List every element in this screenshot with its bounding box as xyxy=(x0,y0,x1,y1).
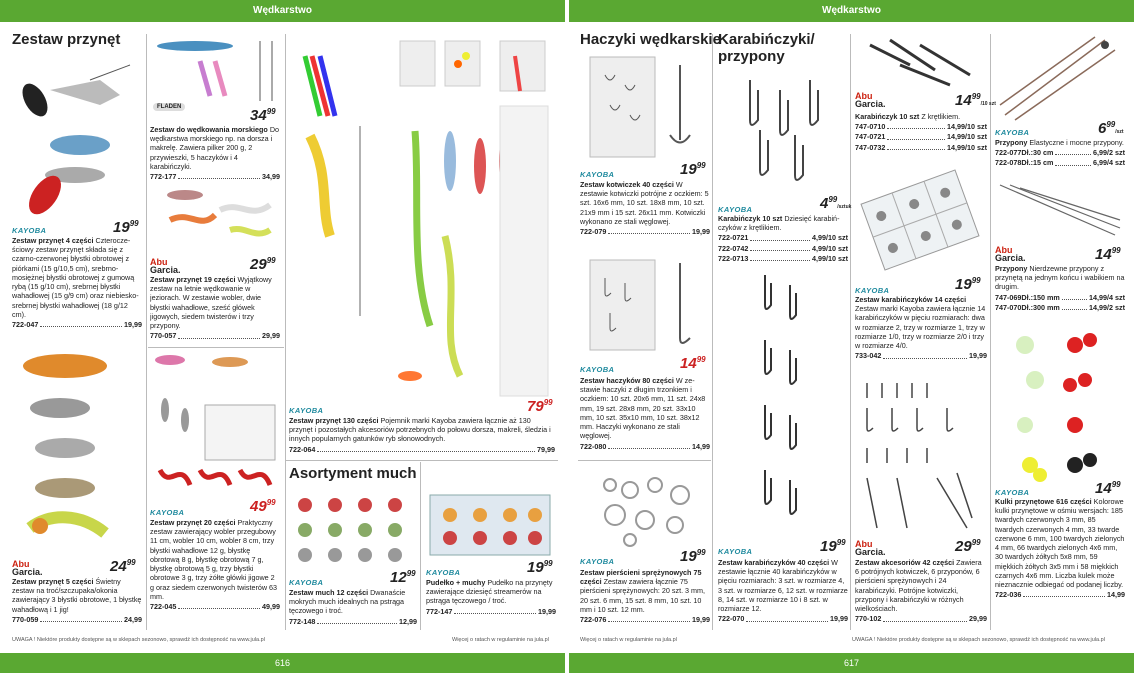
lures-19-image xyxy=(160,185,280,255)
abu-garcia-logo: Abu Garcia. xyxy=(855,91,886,110)
product-722-036: Kulki przynętowe 616 części Kolorowe kulki przynętowe w ośmiu wersjach: 185 twardych czerwonych 3 mm, 85 twardych czerwonych 4 mm, 33 twarde czerwone 6 mm, 100 twardych zielonych 4 mm, 66 twardych zielonych 4x6 mm, 30 twardych żółtych 5x8 mm, 59 miękkich żółtych 3x5 mm i 58 miękkich czarnych 4x6 mm. Liczba kulek może nieznacznie odbiegać od podanej liczby. 722-036 14,99 xyxy=(995,497,1125,600)
installment-note: Więcej o ratach w regulaminie na jula.pl xyxy=(452,637,549,643)
abu-garcia-logo: Abu Garcia. xyxy=(150,257,181,276)
product-770-057: Zestaw przynęt 19 części Wyjątkowy zestaw na letnie wędkowanie w jeziorach. W zestawie wobler, dwie błystki wahadłowe, sześć główek jigowych, siedem twisterów i trzy przypony. 770-057 29,99 xyxy=(150,275,280,341)
kayoba-logo: KAYOBA xyxy=(12,226,47,235)
leaders-image xyxy=(995,35,1125,125)
product-722-072: Karabińczyk 10 szt Dziesięć karabińczyków z krętlikiem. 722-072 1 4,99/10 szt 722-074 2 4,99/10 szt 722-071 3 4,99/10 szt xyxy=(718,214,848,263)
price-722-076: $19^{99}$ xyxy=(680,548,706,565)
installment-note: Więcej o ratach w regulaminie na jula.pl xyxy=(580,637,677,643)
product-772-148: Zestaw much 12 części Dwanaście mokrych much idealnych na pstrąga tęczowego i troć. 772-148 12,99 xyxy=(289,588,417,626)
price-722-045: $49^{99}$ xyxy=(250,498,276,515)
treble-hooks-box-image xyxy=(585,55,710,165)
section-title-flies: Asortyment much xyxy=(289,465,417,482)
fladen-logo: FLADEN xyxy=(153,103,185,111)
product-722-076: Zestaw pierścieni sprężynowych 75 części Zestaw zawiera łącznie 75 pierścieni sprężynowych: 20 szt. 3 mm, 20 szt. 6 mm, 15 szt. 8 mm, 10 szt. 10 mm i 10 szt. 12 mm. 722-076 19,99 xyxy=(580,568,710,625)
split-rings-image xyxy=(590,470,700,550)
kayoba-logo: KAYOBA xyxy=(426,568,461,577)
flies-12-image xyxy=(290,490,418,570)
sea-fishing-kit-image xyxy=(150,36,282,106)
page-header-right xyxy=(569,0,1134,22)
section-title-hooks: Haczyki wędkarskie xyxy=(580,31,721,48)
lures-4-image xyxy=(10,60,140,220)
product-747-071: Karabińczyk 10 szt Z krętlikiem. 747-071 0 14,99/10 szt 747-072 1 14,99/10 szt 747-073 2 14,99/10 szt xyxy=(855,112,987,152)
kayoba-logo: KAYOBA xyxy=(580,170,615,179)
abu-garcia-logo: Abu Garcia. xyxy=(855,539,886,558)
price-722-047: $19^{99}$ xyxy=(113,219,139,236)
price-722-036: $14^{99}$ xyxy=(1095,480,1121,497)
lures-20-image xyxy=(150,350,282,500)
kayoba-logo: KAYOBA xyxy=(718,547,753,556)
product-733-042: Zestaw karabińczyków 14 części Zestaw marki Kayoba zawiera łącznie 14 karabińczyków w pięciu rozmiarach: dwa w rozmiarze 2, trzy w rozmiarze 1, trzy w rozmiarze 1/0, trzy w rozmiarze 2/0 i trzy w rozmiarze 4/0. 733-042 19,99 xyxy=(855,295,987,361)
product-770-102: Zestaw akcesoriów 42 części Zawiera 6 potrójnych kotwiczek, 6 przyponów, 6 pierścieni sprężynowych i 24 karabińczyki. Potrójne kotwiczki, przypony i karabińczyki w różnych wielkościach. 770-102 29,99 xyxy=(855,558,987,624)
page-number: 617 xyxy=(843,658,860,668)
price-722-072: $4^{99}$/sztuk xyxy=(820,195,852,212)
price-747-071: $14^{99}/10$ szt xyxy=(955,92,996,109)
kayoba-logo: KAYOBA xyxy=(855,286,890,295)
price-722-079: $19^{99}$ xyxy=(680,161,706,178)
section-title-snaps: Karabińczyki/ przypony xyxy=(718,31,815,65)
price-747-069: $14^{99}$ xyxy=(1095,246,1121,263)
kayoba-logo: KAYOBA xyxy=(580,365,615,374)
kayoba-logo: KAYOBA xyxy=(995,128,1030,137)
product-772-177: Zestaw do wędkowania morskiego Do wędkarstwa morskiego np. na dorsza i makrelę. Zawiera pilker 200 g, 2 przywieszki, 5 haczyków i 4 karabińczyki. 772-177 34,99 xyxy=(150,125,280,182)
snaps-14-box-image xyxy=(855,155,985,285)
lures-5-image xyxy=(10,348,140,553)
price-722-070: $19^{99}$ xyxy=(820,538,846,555)
page-header-left xyxy=(0,0,565,22)
section-title-lures: Zestaw przynęt xyxy=(12,31,121,48)
price-722-077: $6^{99}$/szt xyxy=(1098,120,1124,137)
product-722-070: Zestaw karabińczyków 40 części W zestawie łącznie 40 karabińczyków w pięciu rozmiarach: 3 szt. w rozmiarze 4, 3 szt. w rozmiarze 6, 12 szt. w rozmiarze 8, 14 szt. w rozmiarze 10 i 8 szt. w rozmiarze 12. 722-070 19,99 xyxy=(718,558,848,624)
product-722-047: Zestaw przynęt 4 części Czterocześciowy zestaw przynęt składa się z czarno-czerwonej błystki obrotowej z piórkami (15 g/10,5 cm), srebrno-mosiężnej błystki obrotowej z gumową rybą (15 g/10 cm), srebrnej błystki wahadłowej (15 g/9 cm) oraz niebiesko-srebrnej błystki wahadłowej (18 g/12 cm). 722-047 19,99 xyxy=(12,236,142,329)
price-772-148: $12^{99}$ xyxy=(390,569,416,586)
sea-lures-130-image xyxy=(290,36,555,401)
price-770-057: $29^{99}$ xyxy=(250,256,276,273)
beads-image xyxy=(1005,325,1125,485)
product-772-147: Pudełko + muchy Pudełko na przynęty zawierające dziesięć streamerów na pstrąga tęczowego / troć. 772-147 19,99 xyxy=(426,578,556,616)
price-770-102: $29^{99}$ xyxy=(955,538,981,555)
accessories-42-image xyxy=(857,378,985,533)
fly-box-image xyxy=(425,490,555,562)
abu-garcia-logo: Abu Garcia. xyxy=(12,559,43,578)
price-722-064: $79^{99}$ xyxy=(527,398,553,415)
price-772-147: $19^{99}$ xyxy=(527,559,553,576)
kayoba-logo: KAYOBA xyxy=(718,205,753,214)
kayoba-logo: KAYOBA xyxy=(289,578,324,587)
kayoba-logo: KAYOBA xyxy=(580,557,615,566)
price-722-080: $14^{99}$ xyxy=(680,355,706,372)
snaps-swivel-image xyxy=(860,35,985,90)
product-722-079: Zestaw kotwiczek 40 części W zestawie kotwiczki potrójne z oczkiem: 5 szt. 16x6 mm, 10 szt. 18x8 mm, 10 szt. 21x9 mm i 15 szt. 26x11 mm. Kotwiczki wykonano ze stali węglowej. 722-079 19,99 xyxy=(580,180,710,237)
availability-note: UWAGA ! Niektóre produkty dostępne są w sklepach sezonowo, sprawdź ich dostępność na www.jula.pl xyxy=(852,637,1105,643)
page-footer-right xyxy=(569,653,1134,673)
kayoba-logo: KAYOBA xyxy=(150,508,185,517)
header-title: Wędkarstwo xyxy=(253,5,312,16)
product-722-077: Przypony Elastyczne i mocne przypony. 722-077 Dł.:30 cm 6,99/2 szt 722-078 Dł.:15 cm 6,99/4 szt xyxy=(995,138,1125,168)
hooks-box-image xyxy=(585,258,710,358)
price-772-177: $34^{99}$ xyxy=(250,107,276,124)
steel-leaders-image xyxy=(995,180,1125,245)
page-number: 616 xyxy=(274,658,291,668)
product-722-080: Zestaw haczyków 80 części W zestawie haczyki z długim trzonkiem i oczkiem: 10 szt. 20x6 mm, 11 szt. 24x8 mm, 19 szt. 28x8 mm, 20 szt. 33x10 mm, 10 szt. 35x10 mm, 10 szt. 38x12 mm. Haczyki wykonano ze stali węglowej. 722-080 14,99 xyxy=(580,376,710,451)
snaps-40-image xyxy=(745,270,815,540)
header-title: Wędkarstwo xyxy=(822,5,881,16)
product-722-045: Zestaw przynęt 20 części Praktyczny zestaw zawierający wobler przegubowy 11 cm, wobler 10 cm, wobler 8 cm, trzy błystki wahadłowe 12 g, błystkę obrotową 8 g, błystkę obrotową 7 g, błystkę obrotową 5 g, trzy błystki obrotowe 3 g, trzy żółte główki jigowe 2 g oraz siedem czerwonych twisterów 63 mm. 722-045 49,99 xyxy=(150,518,280,611)
page-footer-left xyxy=(0,653,565,673)
product-747-069: Przypony Nierdzewne przypony z przynętą na jednym końcu i wabikiem na drugim. 747-069 Dł.:150 mm 14,99/4 szt 747-070 Dł.:300 mm 14,99/2 szt xyxy=(995,264,1125,312)
price-733-042: $19^{99}$ xyxy=(955,276,981,293)
product-722-064: Zestaw przynęt 130 części Pojemnik marki Kayoba zawiera łącznie aż 130 przynęt i pozostałych akcesoriów potrzebnych do połowu dorsza, makreli, śledzia i innych popularnych gatunków ryb słonowodnych. 722-064 79,99 xyxy=(289,416,555,454)
availability-note: UWAGA ! Niektóre produkty dostępne są w sklepach sezonowo, sprawdź ich dostępność na www.jula.pl xyxy=(12,637,265,643)
product-770-059: Zestaw przynęt 5 części Świetny zestaw na troć/szczupaka/okonia zawierający 3 błystki obrotowe, 1 błystkę wahadłową i 1 jig! 770-059 24,99 xyxy=(12,577,142,624)
snaps-10-image xyxy=(730,70,840,190)
kayoba-logo: KAYOBA xyxy=(289,406,324,415)
price-770-059: $24^{99}$ xyxy=(110,558,136,575)
kayoba-logo: KAYOBA xyxy=(995,488,1030,497)
abu-garcia-logo: Abu Garcia. xyxy=(995,245,1026,264)
